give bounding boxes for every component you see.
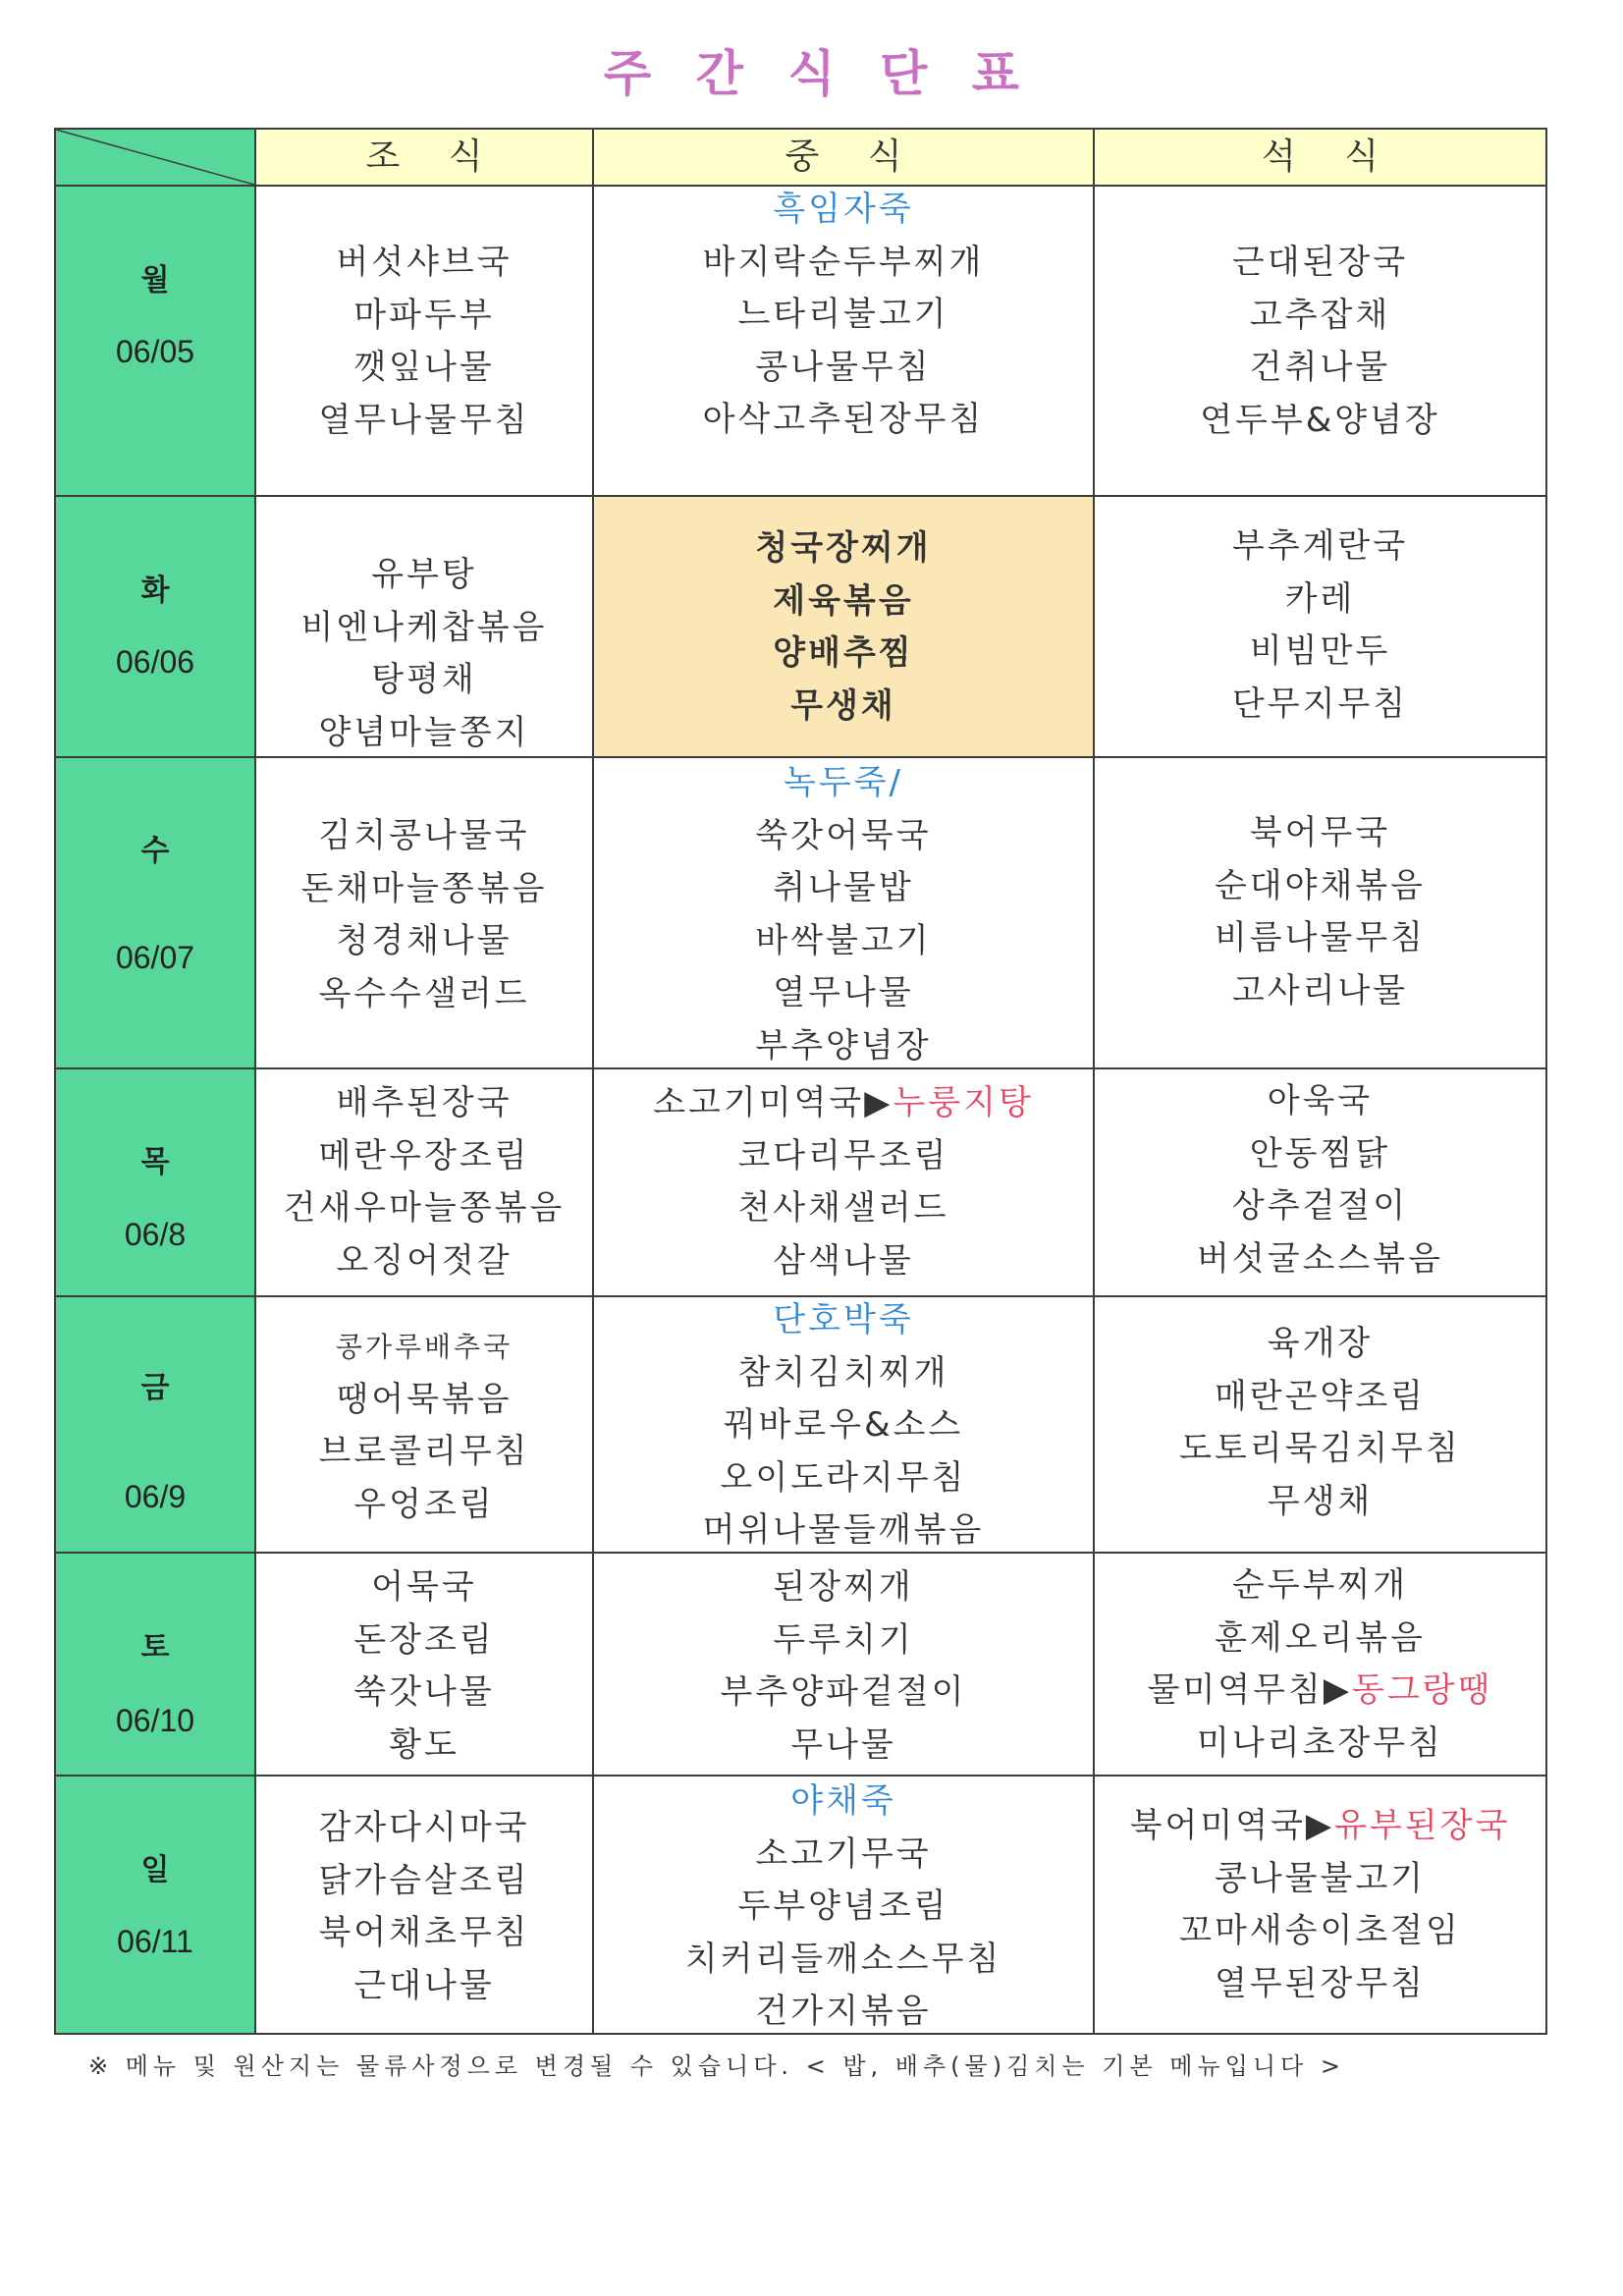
- breakfast-cell-mon: [256, 187, 594, 497]
- menu-item: 깻잎나물: [353, 348, 495, 388]
- menu-item: 무생채: [790, 685, 896, 726]
- breakfast-cell-sat: [256, 1554, 594, 1777]
- menu-item: 양념마늘쫑지: [318, 712, 530, 752]
- menu-item: 바싹불고기: [755, 920, 932, 960]
- menu-item-text: 북어미역국▶: [1129, 1806, 1335, 1845]
- menu-item-with-replacement: [1095, 1800, 1545, 1853]
- breakfast-cell-fri: [256, 1297, 594, 1554]
- dinner-cell-sun: [1095, 1777, 1547, 2035]
- day-date: 06/07: [115, 940, 195, 975]
- menu-item: 순두부찌개: [1231, 1565, 1409, 1605]
- menu-item: 부추계란국: [1231, 526, 1409, 566]
- menu-item: 탕평채: [371, 660, 477, 700]
- menu-item: 닭가슴살조림: [318, 1860, 530, 1900]
- porridge-item: 야채죽: [790, 1781, 896, 1821]
- header-breakfast: 조 식: [256, 130, 594, 187]
- header-dinner: 석 식: [1095, 130, 1547, 187]
- lunch-cell-wed: [594, 758, 1095, 1069]
- menu-item: 옥수수샐러드: [318, 973, 530, 1013]
- menu-item: 꼬마새송이초절임: [1179, 1911, 1461, 1951]
- lunch-cell-mon: [594, 187, 1095, 497]
- day-cell-sun: [56, 1777, 256, 2035]
- breakfast-cell-wed: [256, 758, 594, 1069]
- weekly-menu-table: [54, 128, 1547, 2035]
- footnote: ※ 메뉴 및 원산지는 물류사정으로 변경될 수 있습니다. < 밥, 배추(물)김치는 기본 메뉴입니다 >: [88, 2052, 1345, 2080]
- menu-item-with-replacement: [594, 1077, 1093, 1130]
- day-date: 06/8: [124, 1217, 187, 1252]
- menu-item: 단무지무침: [1231, 683, 1409, 724]
- menu-item: 육개장: [1267, 1324, 1374, 1363]
- menu-item: 메란우장조림: [318, 1135, 530, 1175]
- menu-item: 땡어묵볶음: [336, 1379, 513, 1419]
- menu-item: 쑥갓어묵국: [755, 815, 932, 855]
- menu-item: 근대나물: [353, 1965, 495, 2005]
- lunch-cell-tue-highlighted: [594, 497, 1095, 758]
- menu-item: 감자다시마국: [318, 1808, 530, 1847]
- menu-item-text: 소고기미역국▶: [653, 1083, 893, 1122]
- menu-item: 오이도라지무침: [720, 1457, 967, 1498]
- menu-item: 고추잡채: [1249, 295, 1391, 335]
- day-date: 06/9: [124, 1479, 187, 1514]
- table-corner-cell: [56, 130, 256, 187]
- replacement-item: 누룽지탕: [893, 1083, 1034, 1122]
- menu-item: 콩나물무침: [755, 347, 932, 387]
- menu-item: 상추겉절이: [1231, 1186, 1409, 1227]
- menu-item: 꿔바로우&소스: [723, 1405, 964, 1446]
- lunch-cell-thu: [594, 1069, 1095, 1297]
- menu-item: 열무된장무침: [1214, 1963, 1427, 2003]
- menu-item: 훈제오리볶음: [1214, 1617, 1427, 1658]
- menu-item: 돈장조림: [353, 1619, 495, 1660]
- dinner-cell-sat: [1095, 1554, 1547, 1777]
- menu-item: 건가지볶음: [755, 1992, 932, 2032]
- breakfast-cell-thu: [256, 1069, 594, 1297]
- menu-item: 건취나물: [1249, 348, 1391, 388]
- porridge-item: 흑임자죽: [773, 190, 914, 229]
- dinner-cell-fri: [1095, 1297, 1547, 1554]
- day-label: 토: [140, 1630, 170, 1665]
- day-label: 화: [140, 574, 170, 608]
- menu-item: 양배추찜: [773, 633, 914, 674]
- menu-item: 매란곤약조림: [1214, 1376, 1427, 1416]
- day-label: 일: [140, 1853, 170, 1887]
- menu-item: 열무나물: [773, 973, 914, 1013]
- menu-item: 소고기무국: [755, 1833, 932, 1874]
- porridge-item: 단호박죽: [773, 1300, 914, 1339]
- menu-item: 청경채나물: [336, 921, 513, 961]
- menu-item-with-replacement: [1095, 1665, 1545, 1718]
- day-cell-fri: [56, 1297, 256, 1554]
- menu-item: 버섯샤브국: [336, 243, 513, 282]
- menu-item: 북어채초무침: [318, 1913, 530, 1953]
- menu-item: 브로콜리무침: [318, 1432, 530, 1472]
- menu-item: 우엉조림: [353, 1484, 495, 1524]
- menu-item: 콩가루배추국: [335, 1331, 514, 1363]
- menu-item: 치커리들깨소스무침: [684, 1939, 1002, 1979]
- menu-item: 미나리초장무침: [1197, 1722, 1443, 1763]
- breakfast-cell-sun: [256, 1777, 594, 2035]
- menu-item: 무생채: [1267, 1481, 1374, 1521]
- day-label: 월: [140, 263, 170, 298]
- replacement-item: 동그랑땡: [1351, 1670, 1493, 1711]
- dinner-cell-wed: [1095, 758, 1547, 1069]
- day-date: 06/06: [115, 644, 195, 680]
- menu-item: 버섯굴소스볶음: [1197, 1238, 1443, 1279]
- menu-item: 김치콩나물국: [318, 816, 530, 855]
- menu-item: 천사채샐러드: [737, 1188, 949, 1229]
- lunch-cell-sun: [594, 1777, 1095, 2035]
- menu-item-text: 물미역무침▶: [1147, 1670, 1352, 1711]
- menu-item: 삼색나물: [773, 1240, 914, 1281]
- menu-item: 순대야채볶음: [1214, 865, 1427, 905]
- dinner-cell-thu: [1095, 1069, 1547, 1297]
- page-title: 주 간 식 단 표: [603, 45, 1034, 102]
- lunch-cell-fri: [594, 1297, 1095, 1554]
- porridge-item: 녹두죽/: [784, 763, 903, 802]
- menu-item: 된장찌개: [773, 1567, 914, 1607]
- menu-item: 돈채마늘쫑볶음: [300, 868, 548, 908]
- menu-item: 부추양념장: [755, 1025, 932, 1066]
- day-cell-tue: [56, 497, 256, 758]
- menu-item: 안동찜닭: [1249, 1133, 1391, 1174]
- menu-item: 오징어젓갈: [336, 1240, 513, 1281]
- day-date: 06/10: [115, 1703, 195, 1738]
- menu-item: 열무나물무침: [318, 400, 530, 440]
- menu-item: 도토리묵김치무침: [1179, 1429, 1461, 1469]
- day-cell-sat: [56, 1554, 256, 1777]
- corner-diagonal-line: [56, 130, 254, 185]
- menu-item: 어묵국: [371, 1567, 477, 1607]
- menu-item: 두루치기: [773, 1619, 914, 1660]
- menu-item: 부추양파겉절이: [720, 1672, 967, 1713]
- day-cell-mon: [56, 187, 256, 497]
- menu-item: 연두부&양념장: [1200, 400, 1440, 440]
- menu-item: 유부탕: [371, 555, 477, 594]
- day-label: 금: [140, 1371, 170, 1405]
- day-cell-thu: [56, 1069, 256, 1297]
- menu-item: 북어무국: [1249, 813, 1391, 852]
- menu-item: 무나물: [790, 1724, 896, 1765]
- lunch-cell-sat: [594, 1554, 1095, 1777]
- menu-item: 제육볶음: [773, 580, 914, 621]
- day-date: 06/05: [115, 334, 195, 369]
- menu-item: 건새우마늘쫑볶음: [283, 1188, 566, 1229]
- day-cell-wed: [56, 758, 256, 1069]
- dinner-cell-mon: [1095, 187, 1547, 497]
- menu-item: 쑥갓나물: [353, 1672, 495, 1713]
- menu-item: 콩나물불고기: [1214, 1858, 1427, 1898]
- menu-item: 느타리불고기: [737, 295, 949, 335]
- menu-item: 비엔나케찹볶음: [300, 607, 548, 647]
- menu-item: 취나물밥: [773, 868, 914, 908]
- menu-item: 고사리나물: [1231, 970, 1409, 1011]
- menu-item: 바지락순두부찌개: [702, 242, 985, 282]
- menu-item: 두부양념조림: [737, 1886, 949, 1927]
- menu-item: 마파두부: [353, 295, 495, 335]
- breakfast-cell-tue: [256, 497, 594, 758]
- menu-item: 아삭고추된장무침: [702, 400, 985, 440]
- menu-item: 황도: [389, 1724, 460, 1765]
- menu-item: 참치김치찌개: [737, 1352, 949, 1393]
- menu-item: 비빔만두: [1249, 631, 1391, 672]
- menu-item: 머위나물들깨볶음: [702, 1510, 985, 1551]
- menu-item: 카레: [1284, 578, 1356, 619]
- day-label: 수: [140, 834, 170, 868]
- menu-item: 아욱국: [1267, 1081, 1374, 1121]
- replacement-item: 유부된장국: [1334, 1806, 1511, 1845]
- menu-item: 비름나물무침: [1214, 918, 1427, 958]
- day-date: 06/11: [117, 1924, 193, 1959]
- menu-item: 배추된장국: [336, 1083, 513, 1122]
- day-label: 목: [140, 1145, 170, 1179]
- menu-item: 코다리무조림: [737, 1135, 949, 1175]
- dinner-cell-tue: [1095, 497, 1547, 758]
- menu-item: 청국장찌개: [755, 528, 932, 568]
- header-lunch: 중 식: [594, 130, 1095, 187]
- menu-item: 근대된장국: [1231, 243, 1409, 282]
